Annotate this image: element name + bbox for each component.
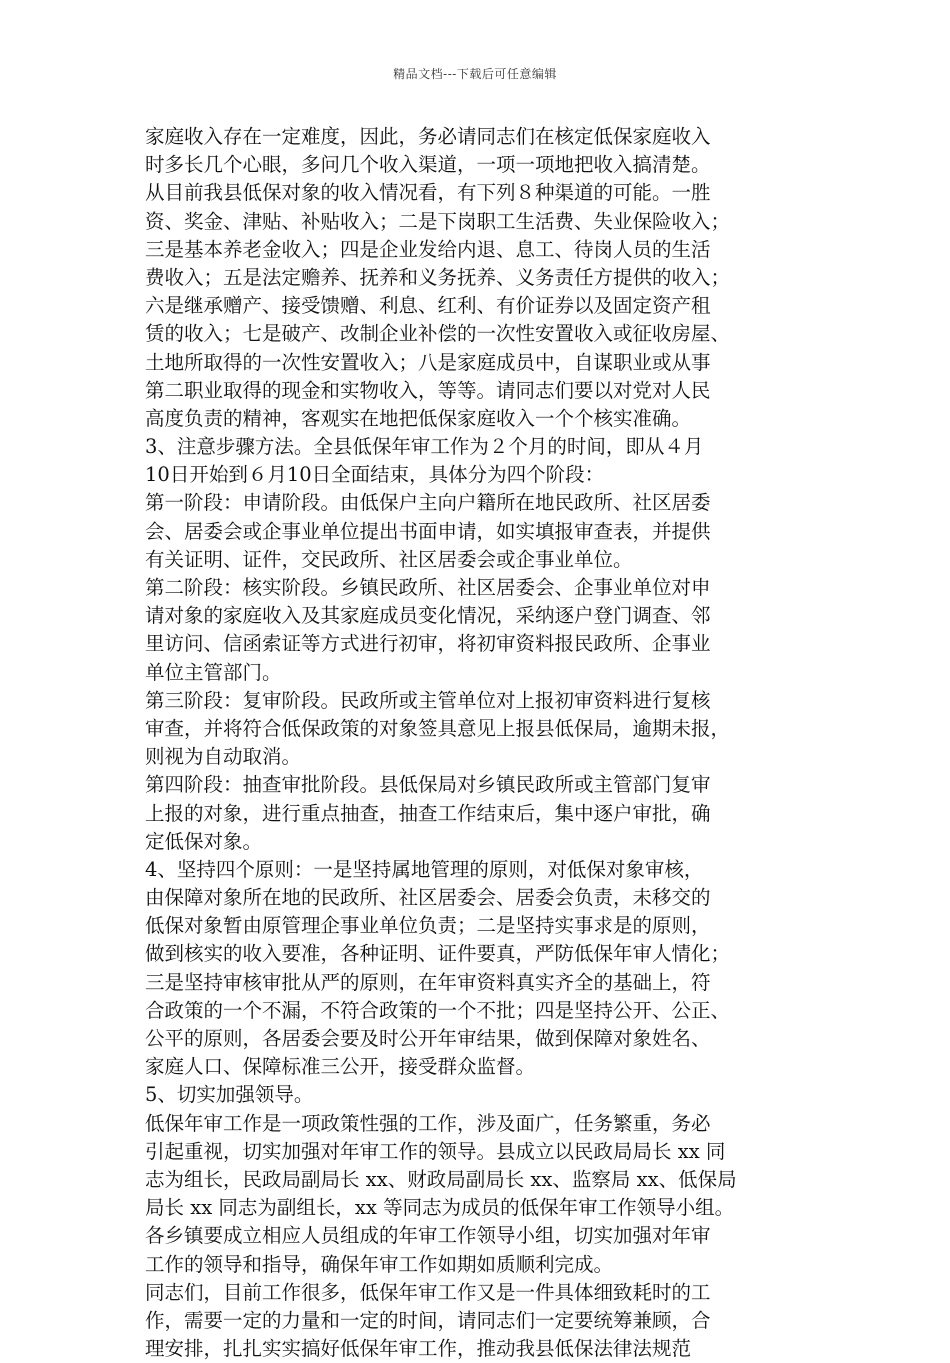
text-line: 由保障对象所在地的民政所、社区居委会、居委会负责，未移交的 — [145, 886, 711, 910]
text-line: 费收入；五是法定赡养、抚养和义务抚养、义务责任方提供的收入； — [145, 265, 731, 289]
text-line: 低保年审工作是一项政策性强的工作，涉及面广，任务繁重，务必 — [145, 1111, 711, 1135]
text-line: 定低保对象。 — [145, 829, 263, 853]
text-line: 赁的收入；七是破产、改制企业补偿的一次性安置收入或征收房屋、 — [145, 322, 731, 346]
text-line: 5、切实加强领导。 — [145, 1083, 314, 1107]
text-line: 同志们，目前工作很多，低保年审工作又是一件具体细致耗时的工 — [145, 1280, 711, 1304]
text-line: 请对象的家庭收入及其家庭成员变化情况，采纳逐户登门调查、邻 — [145, 604, 711, 628]
text-line: 作，需要一定的力量和一定的时间，请同志们一定要统筹兼顾，合 — [145, 1308, 711, 1332]
text-line: 家庭人口、保障标准三公开，接受群众监督。 — [145, 1055, 536, 1079]
text-line: 志为组长，民政局副局长 xx、财政局副局长 xx、监察局 xx、低保局 — [145, 1167, 737, 1191]
text-line: 高度负责的精神，客观实在地把低保家庭收入一个个核实准确。 — [145, 406, 692, 430]
text-line: 审查，并将符合低保政策的对象签具意见上报县低保局，逾期未报， — [145, 716, 731, 740]
text-line: 低保对象暂由原管理企事业单位负责；二是坚持实事求是的原则， — [145, 914, 711, 938]
text-line: 局长 xx 同志为副组长，xx 等同志为成员的低保年审工作领导小组。 — [145, 1196, 735, 1220]
text-line: 理安排，扎扎实实搞好低保年审工作，推动我县低保法律法规范 — [145, 1337, 692, 1361]
text-line: 工作的领导和指导，确保年审工作如期如质顺利完成。 — [145, 1252, 614, 1276]
text-line: 三是基本养老金收入；四是企业发给内退、息工、待岗人员的生活 — [145, 237, 711, 261]
text-line: 4、坚持四个原则：一是坚持属地管理的原则，对低保对象审核， — [145, 857, 704, 881]
text-line: 六是继承赠产、接受馈赠、利息、红利、有价证券以及固定资产租 — [145, 294, 711, 318]
text-line: 资、奖金、津贴、补贴收入；二是下岗职工生活费、失业保险收入； — [145, 209, 731, 233]
text-line: 会、居委会或企事业单位提出书面申请，如实填报审查表，并提供 — [145, 519, 711, 543]
text-line: 上报的对象，进行重点抽查，抽查工作结束后，集中逐户审批，确 — [145, 801, 711, 825]
text-line: 合政策的一个不漏，不符合政策的一个不批；四是坚持公开、公正、 — [145, 998, 731, 1022]
text-line: 家庭收入存在一定难度，因此，务必请同志们在核定低保家庭收入 — [145, 125, 711, 148]
text-line: 单位主管部门。 — [145, 660, 282, 684]
text-line: 则视为自动取消。 — [145, 745, 302, 769]
text-line: 时多长几个心眼，多问几个收入渠道，一项一项地把收入搞清楚。 — [145, 153, 711, 177]
text-line: 第一阶段：申请阶段。由低保户主向户籍所在地民政所、社区居委 — [145, 491, 711, 515]
text-line: 引起重视，切实加强对年审工作的领导。县成立以民政局局长 xx 同 — [145, 1139, 726, 1163]
text-line: 三是坚持审核审批从严的原则，在年审资料真实齐全的基础上，符 — [145, 970, 711, 994]
text-line: 做到核实的收入要准，各种证明、证件要真，严防低保年审人情化； — [145, 942, 731, 966]
text-line: 第二职业取得的现金和实物收入，等等。请同志们要以对党对人民 — [145, 378, 711, 402]
text-line: 公平的原则，各居委会要及时公开年审结果，做到保障对象姓名、 — [145, 1027, 711, 1050]
text-line: 第三阶段：复审阶段。民政所或主管单位对上报初审资料进行复核 — [145, 688, 711, 712]
text-line: 有关证明、证件，交民政所、社区居委会或企事业单位。 — [145, 547, 633, 571]
text-line: 里访问、信函索证等方式进行初审，将初审资料报民政所、企事业 — [145, 632, 711, 656]
text-line: 第四阶段：抽查审批阶段。县低保局对乡镇民政所或主管部门复审 — [145, 773, 711, 797]
text-line: 3、注意步骤方法。全县低保年审工作为２个月的时间，即从４月 — [145, 435, 704, 459]
text-line: 10日开始到６月10日全面结束，具体分为四个阶段： — [145, 463, 605, 487]
text-line: 土地所取得的一次性安置收入；八是家庭成员中，自谋职业或从事 — [145, 350, 711, 374]
page-header: 精品文档---下载后可任意编辑 — [393, 67, 557, 81]
text-line: 各乡镇要成立相应人员组成的年审工作领导小组，切实加强对年审 — [145, 1224, 711, 1248]
document-body — [145, 123, 805, 1363]
text-line: 从目前我县低保对象的收入情况看，有下列８种渠道的可能。一胜 — [145, 181, 711, 205]
text-line: 第二阶段：核实阶段。乡镇民政所、社区居委会、企事业单位对申 — [145, 576, 711, 599]
